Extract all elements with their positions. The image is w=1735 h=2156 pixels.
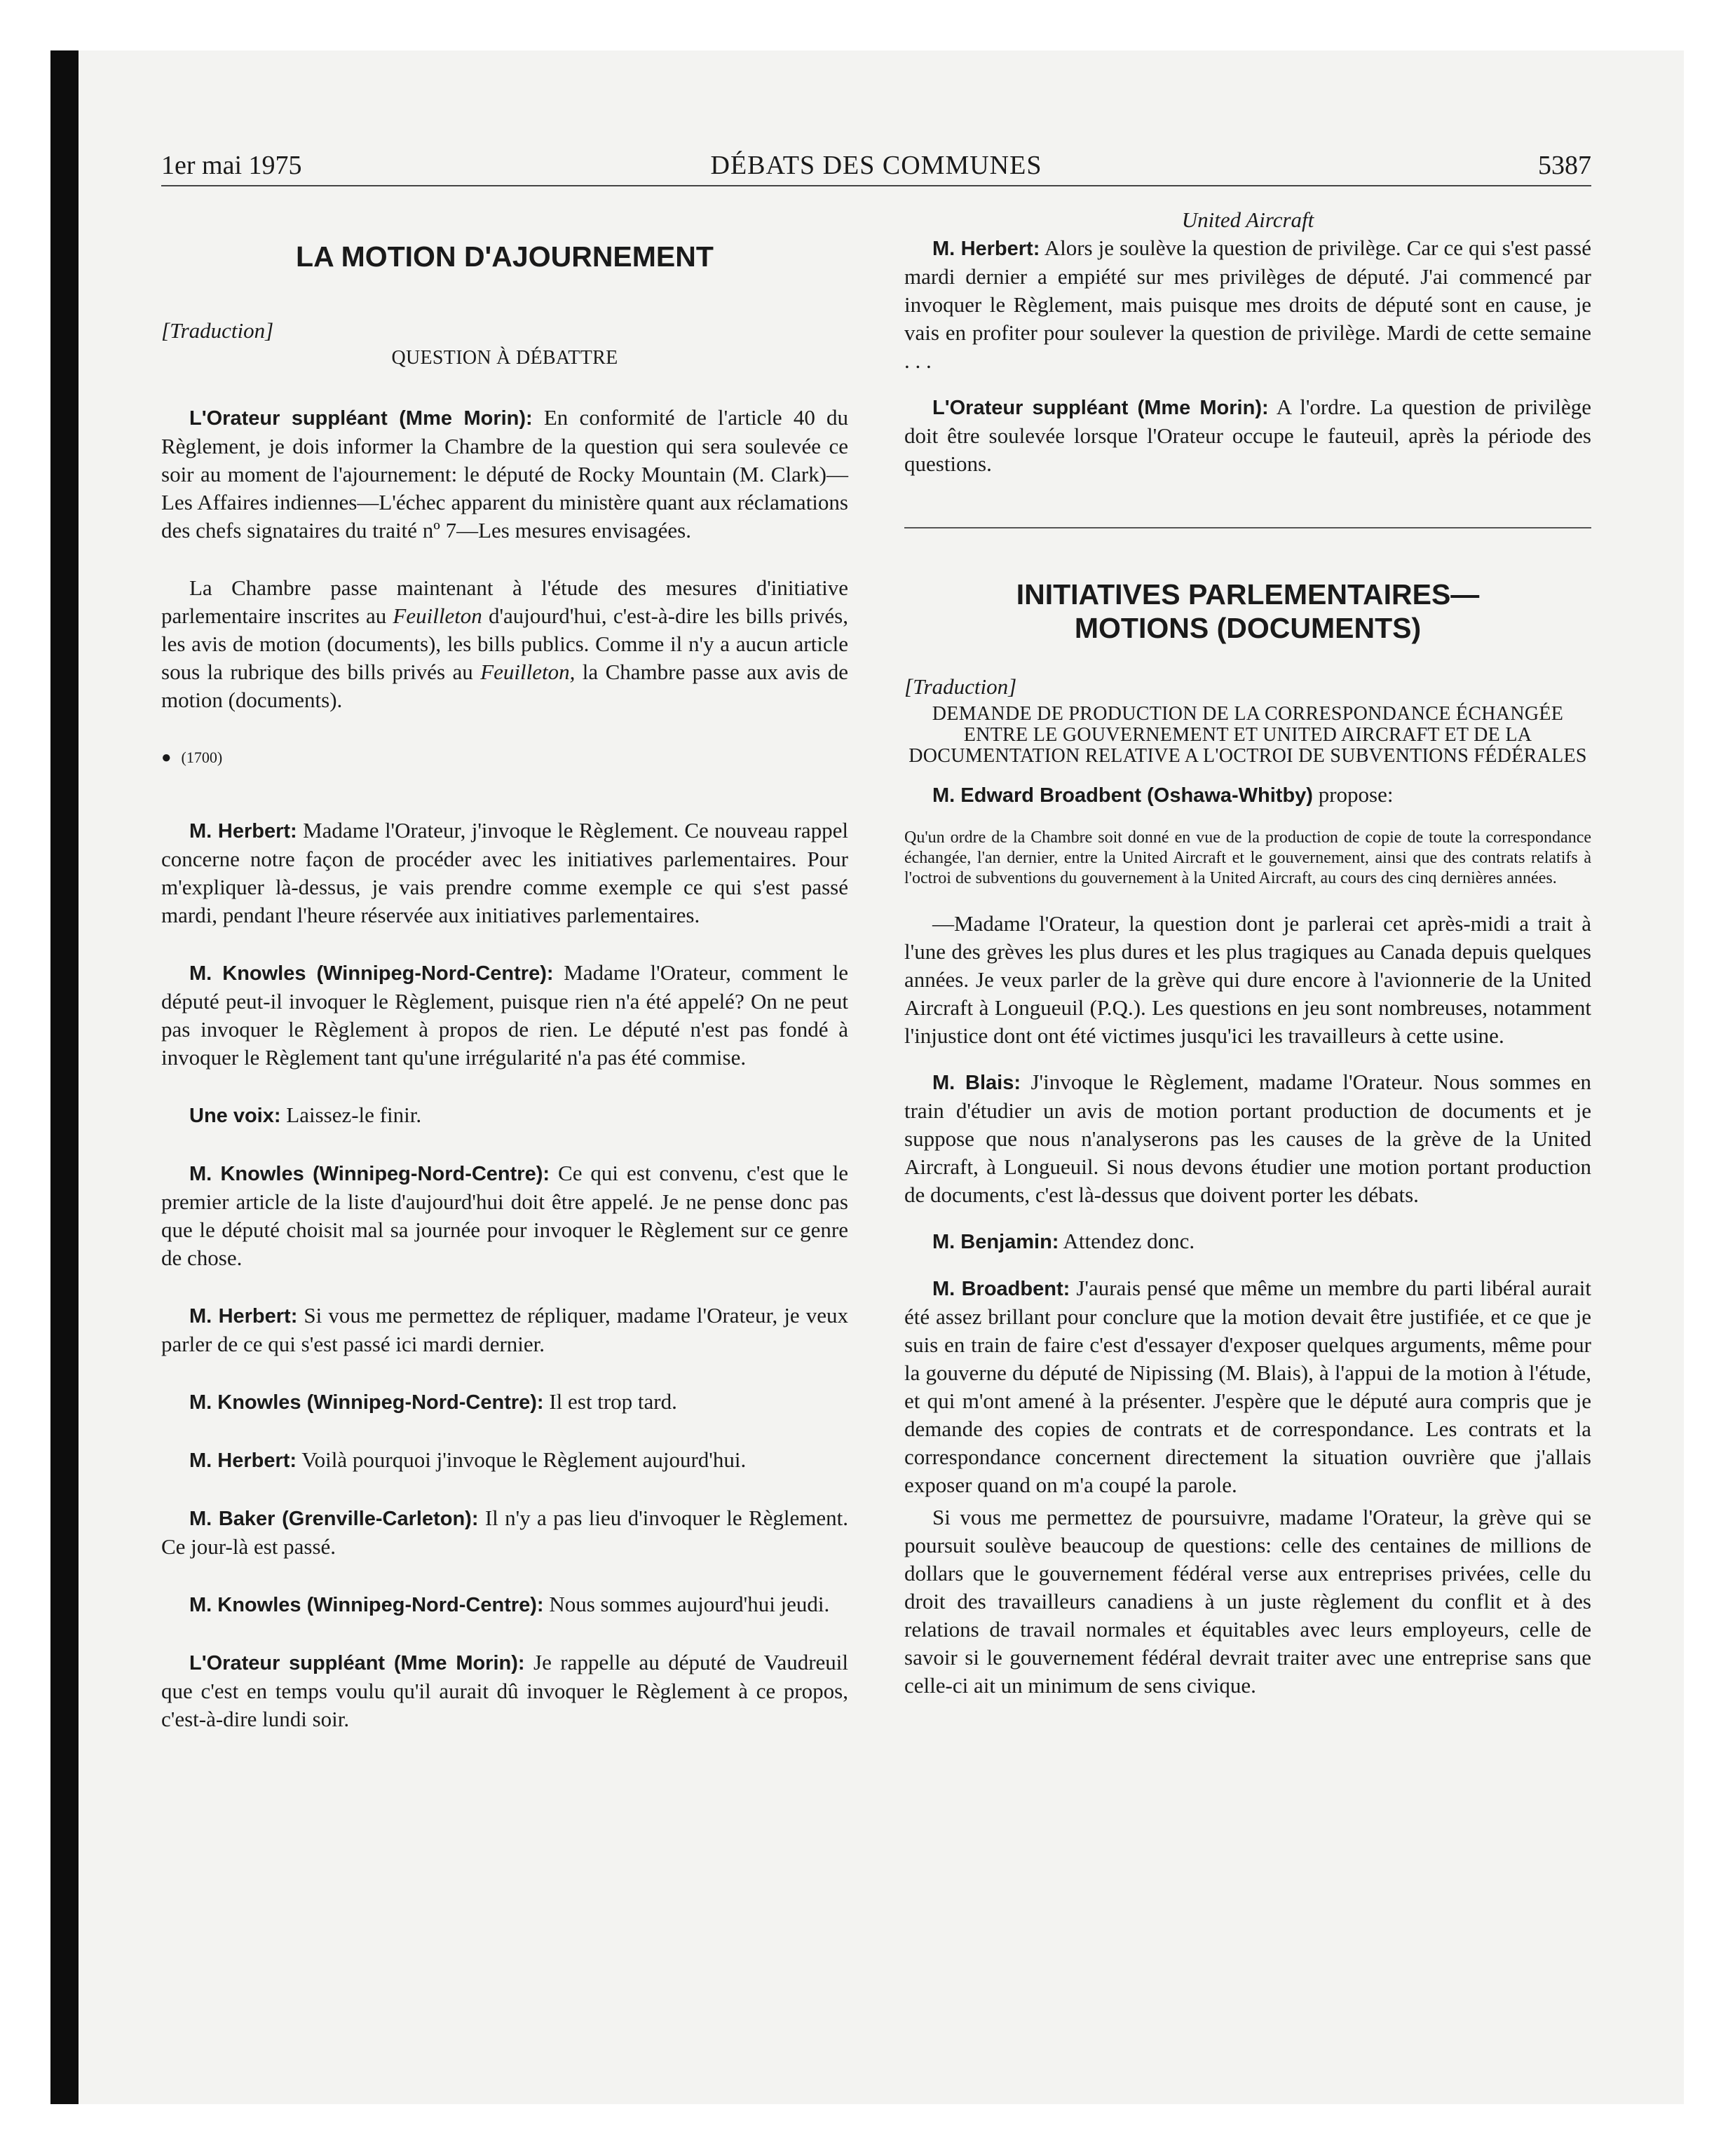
paragraph bbox=[161, 574, 848, 714]
speech-text: Alors je soulève la question de privilège. Car ce qui s'est passé mardi dernier a empiété sur mes privilèges de député. J'ai commencé par invoquer le Règlement, mais puisque mes droits de député sont en cause, je vais en profiter pour soulever la question de privilège. Mardi de cette semaine . . . bbox=[904, 236, 1591, 373]
paragraph-text: La Chambre passe maintenant à l'étude des mesures d'initiative parlementaire inscrites au bbox=[161, 575, 848, 628]
header-date: 1er mai 1975 bbox=[161, 151, 302, 180]
header-rule bbox=[161, 185, 1591, 186]
heading-line: INITIATIVES PARLEMENTAIRES— bbox=[1016, 578, 1480, 610]
translation-note: [Traduction] bbox=[161, 318, 274, 343]
speech bbox=[161, 1649, 848, 1733]
speech-text: Il n'y a pas lieu d'invoquer le Règlement. Ce jour-là est passé. bbox=[161, 1506, 848, 1559]
speech-text: J'aurais pensé que même un membre du parti libéral aurait été assez brillant pour conclure que la motion devait être justifiée, et ce que je suis en train de faire c'est d'essayer d'exposer quelques arguments, même pour la gouverne du député de Nipissing (M. Blais), à l'appui de la motion à l'étude, et qui m'ont amené à la présenter. J'espère que le député aura compris que je demande des copies de contrats et de correspondance. Les contrats et la correspondance concernent directement la situation ouvrière que j'allais exposer quand on m'a coupé la parole. bbox=[904, 1276, 1591, 1497]
speech bbox=[161, 1446, 848, 1475]
paragraph: Si vous me permettez de poursuivre, madame l'Orateur, la grève qui se poursuit soulève beaucoup de questions: celle des centaines de millions de dollars que le gouvernement fédéral verse aux entreprises privées, celle du droit des travailleurs canadiens à un juste règlement du conflit et à des relations de travail normales et équitables avec leurs employeurs, celle de savoir si le gouvernement fédéral devrait traiter avec une entreprise sans que celle-ci ait un minimum de sens civique. bbox=[904, 1505, 1591, 1698]
speaker-name: M. Knowles (Winnipeg-Nord-Centre): bbox=[189, 1163, 550, 1185]
speaker-name: M. Blais: bbox=[932, 1072, 1021, 1094]
speaker-name: L'Orateur suppléant (Mme Morin): bbox=[189, 1652, 525, 1674]
speech bbox=[904, 234, 1591, 375]
speech bbox=[904, 1274, 1591, 1499]
bullet-icon: ● bbox=[161, 749, 172, 767]
header-title: DÉBATS DES COMMUNES bbox=[710, 151, 1042, 180]
left-column bbox=[161, 203, 848, 1763]
speech-text: Nous sommes aujourd'hui jeudi. bbox=[549, 1592, 830, 1616]
scan-border bbox=[50, 50, 79, 2104]
speech-text: Si vous me permettez de répliquer, madame l'Orateur, je veux parler de ce qui s'est passé ici mardi dernier. bbox=[161, 1303, 848, 1356]
speech-text: En conformité de l'article 40 du Règlement, je dois informer la Chambre de la question qui sera soulevée ce soir au moment de l'ajournement: le député de Rocky Mountain (M. Clark)—Les Affaires indiennes—L'échec apparent du ministère quant aux réclamations des chefs signataires du traité nº 7—Les mesures envisagées. bbox=[161, 405, 849, 543]
speech bbox=[904, 781, 1591, 810]
speaker-name: M. Edward Broadbent (Oshawa-Whitby) bbox=[932, 784, 1313, 807]
italic-term: Feuilleton, bbox=[480, 660, 576, 684]
speech bbox=[904, 910, 1591, 1050]
speech bbox=[161, 817, 848, 929]
speech bbox=[161, 1590, 848, 1619]
paragraph-text: la Chambre passe aux avis de motion (documents). bbox=[161, 660, 849, 712]
right-column bbox=[904, 203, 1591, 1700]
speaker-name: L'Orateur suppléant (Mme Morin): bbox=[189, 407, 533, 430]
speaker-name: M. Herbert: bbox=[189, 1449, 297, 1472]
speech bbox=[904, 1068, 1591, 1209]
section-heading-adjournment: LA MOTION D'AJOURNEMENT bbox=[296, 240, 714, 273]
speech-text: Il est trop tard. bbox=[549, 1389, 677, 1414]
speech bbox=[161, 1504, 848, 1561]
speech-text: Madame l'Orateur, j'invoque le Règlement. Ce nouveau rappel concerne notre façon de procéder avec les initiatives parlementaires. Pour m'expliquer là-dessus, je vais prendre comme exemple ce qui s'est passé mardi, pendant l'heure réservée aux initiatives parlementaires. bbox=[161, 818, 849, 927]
speech bbox=[161, 404, 848, 545]
paragraph-text: d'aujourd'hui, c'est-à-dire les bills privés, les avis de motion (documents), les bills publics. Comme il n'y a aucun article sous la rubrique des bills privés au bbox=[161, 603, 848, 684]
speech-text: Laissez-le finir. bbox=[286, 1103, 422, 1127]
speech-text: Je rappelle au député de Vaudreuil que c'est en temps voulu qu'il aurait dû invoquer le Règlement à ce propos, c'est-à-dire lundi soir. bbox=[161, 1650, 849, 1731]
speaker-name: M. Knowles (Winnipeg-Nord-Centre): bbox=[189, 1594, 544, 1616]
heading-line: MOTIONS (DOCUMENTS) bbox=[1074, 612, 1422, 644]
speech bbox=[161, 1388, 848, 1417]
speech bbox=[161, 1159, 848, 1272]
speaker-name: Une voix: bbox=[189, 1105, 281, 1127]
speech-text: Madame l'Orateur, comment le député peut-il invoquer le Règlement, puisque rien n'a été appelé? On ne peut pas invoquer le Règlement à propos de rien. Le député n'est pas fondé à invoquer le Règlement tant qu'une irrégularité n'a pas été commise. bbox=[161, 960, 849, 1070]
translation-note: [Traduction] bbox=[904, 674, 1017, 699]
speech-text: —Madame l'Orateur, la question dont je parlerai cet après-midi a trait à l'une des grèves les plus dures et les plus tragiques au Canada depuis quelques années. Je veux parler de la grève qui dure encore à l'avionnerie de la United Aircraft à Longueuil (P.Q.). Les questions en jeu sont nombreuses, notamment l'injustice dont ont été victimes jusqu'ici les travailleurs à cette usine. bbox=[904, 911, 1591, 1048]
subtitle-united-aircraft: United Aircraft bbox=[1181, 207, 1314, 232]
subheading-question: QUESTION À DÉBATTRE bbox=[391, 347, 618, 369]
speech bbox=[904, 1227, 1591, 1256]
speech-text: Attendez donc. bbox=[1063, 1229, 1195, 1253]
page-header bbox=[161, 150, 1591, 185]
speech-text: J'invoque le Règlement, madame l'Orateur. Nous sommes en train d'étudier un avis de motion portant production de documents et je suppose que nous n'analyserons pas les causes de la grève de la United Aircraft, à Longueuil. Si nous devons étudier une motion portant production de documents, c'est là-dessus que doivent porter les débats. bbox=[904, 1070, 1592, 1207]
speech bbox=[161, 1101, 848, 1130]
motion-title: DEMANDE DE PRODUCTION DE LA CORRESPONDANCE ÉCHANGÉE ENTRE LE GOUVERNEMENT ET UNITED AIRCRAFT ET DE LA DOCUMENTATION RELATIVE A L'OCTROI DE SUBVENTIONS FÉDÉRALES bbox=[909, 703, 1587, 767]
time-stamp: (1700) bbox=[181, 749, 223, 766]
speaker-name: M. Herbert: bbox=[189, 1305, 298, 1328]
speech bbox=[161, 1302, 848, 1358]
speech-text: Voilà pourquoi j'invoque le Règlement aujourd'hui. bbox=[301, 1447, 747, 1472]
speaker-name: M. Knowles (Winnipeg-Nord-Centre): bbox=[189, 1391, 544, 1414]
speaker-name: L'Orateur suppléant (Mme Morin): bbox=[932, 397, 1269, 419]
section-heading-initiatives bbox=[904, 578, 1591, 645]
speech bbox=[161, 959, 848, 1072]
speaker-name: M. Herbert: bbox=[932, 238, 1040, 260]
speech-text: propose: bbox=[1318, 782, 1394, 807]
speech-text: Ce qui est convenu, c'est que le premier article de la liste d'aujourd'hui doit être appelé. Je ne pense donc pas que le député choisit mal sa journée pour invoquer le Règlement sur ce genre de chose. bbox=[161, 1161, 849, 1270]
page-number: 5387 bbox=[1538, 151, 1591, 180]
speaker-name: M. Knowles (Winnipeg-Nord-Centre): bbox=[189, 962, 554, 985]
speech-text: A l'ordre. La question de privilège doit être soulevée lorsque l'Orateur occupe le fauteuil, après la période des questions. bbox=[904, 395, 1592, 476]
italic-term: Feuilleton bbox=[393, 603, 482, 628]
section-divider bbox=[904, 527, 1591, 528]
speaker-name: M. Baker (Grenville-Carleton): bbox=[189, 1508, 479, 1530]
speaker-name: M. Broadbent: bbox=[932, 1278, 1070, 1300]
speech bbox=[904, 393, 1591, 478]
speaker-name: M. Herbert: bbox=[189, 820, 297, 842]
speaker-name: M. Benjamin: bbox=[932, 1231, 1059, 1253]
time-marker bbox=[161, 744, 848, 772]
motion-text: Qu'un ordre de la Chambre soit donné en vue de la production de copie de toute la correspondance échangée, l'an dernier, entre la United Aircraft et le gouvernement, ainsi que des contrats relatifs à l'octroi de subventions du gouvernement à la United Aircraft, au cours des cinq dernières années. bbox=[904, 828, 1591, 887]
